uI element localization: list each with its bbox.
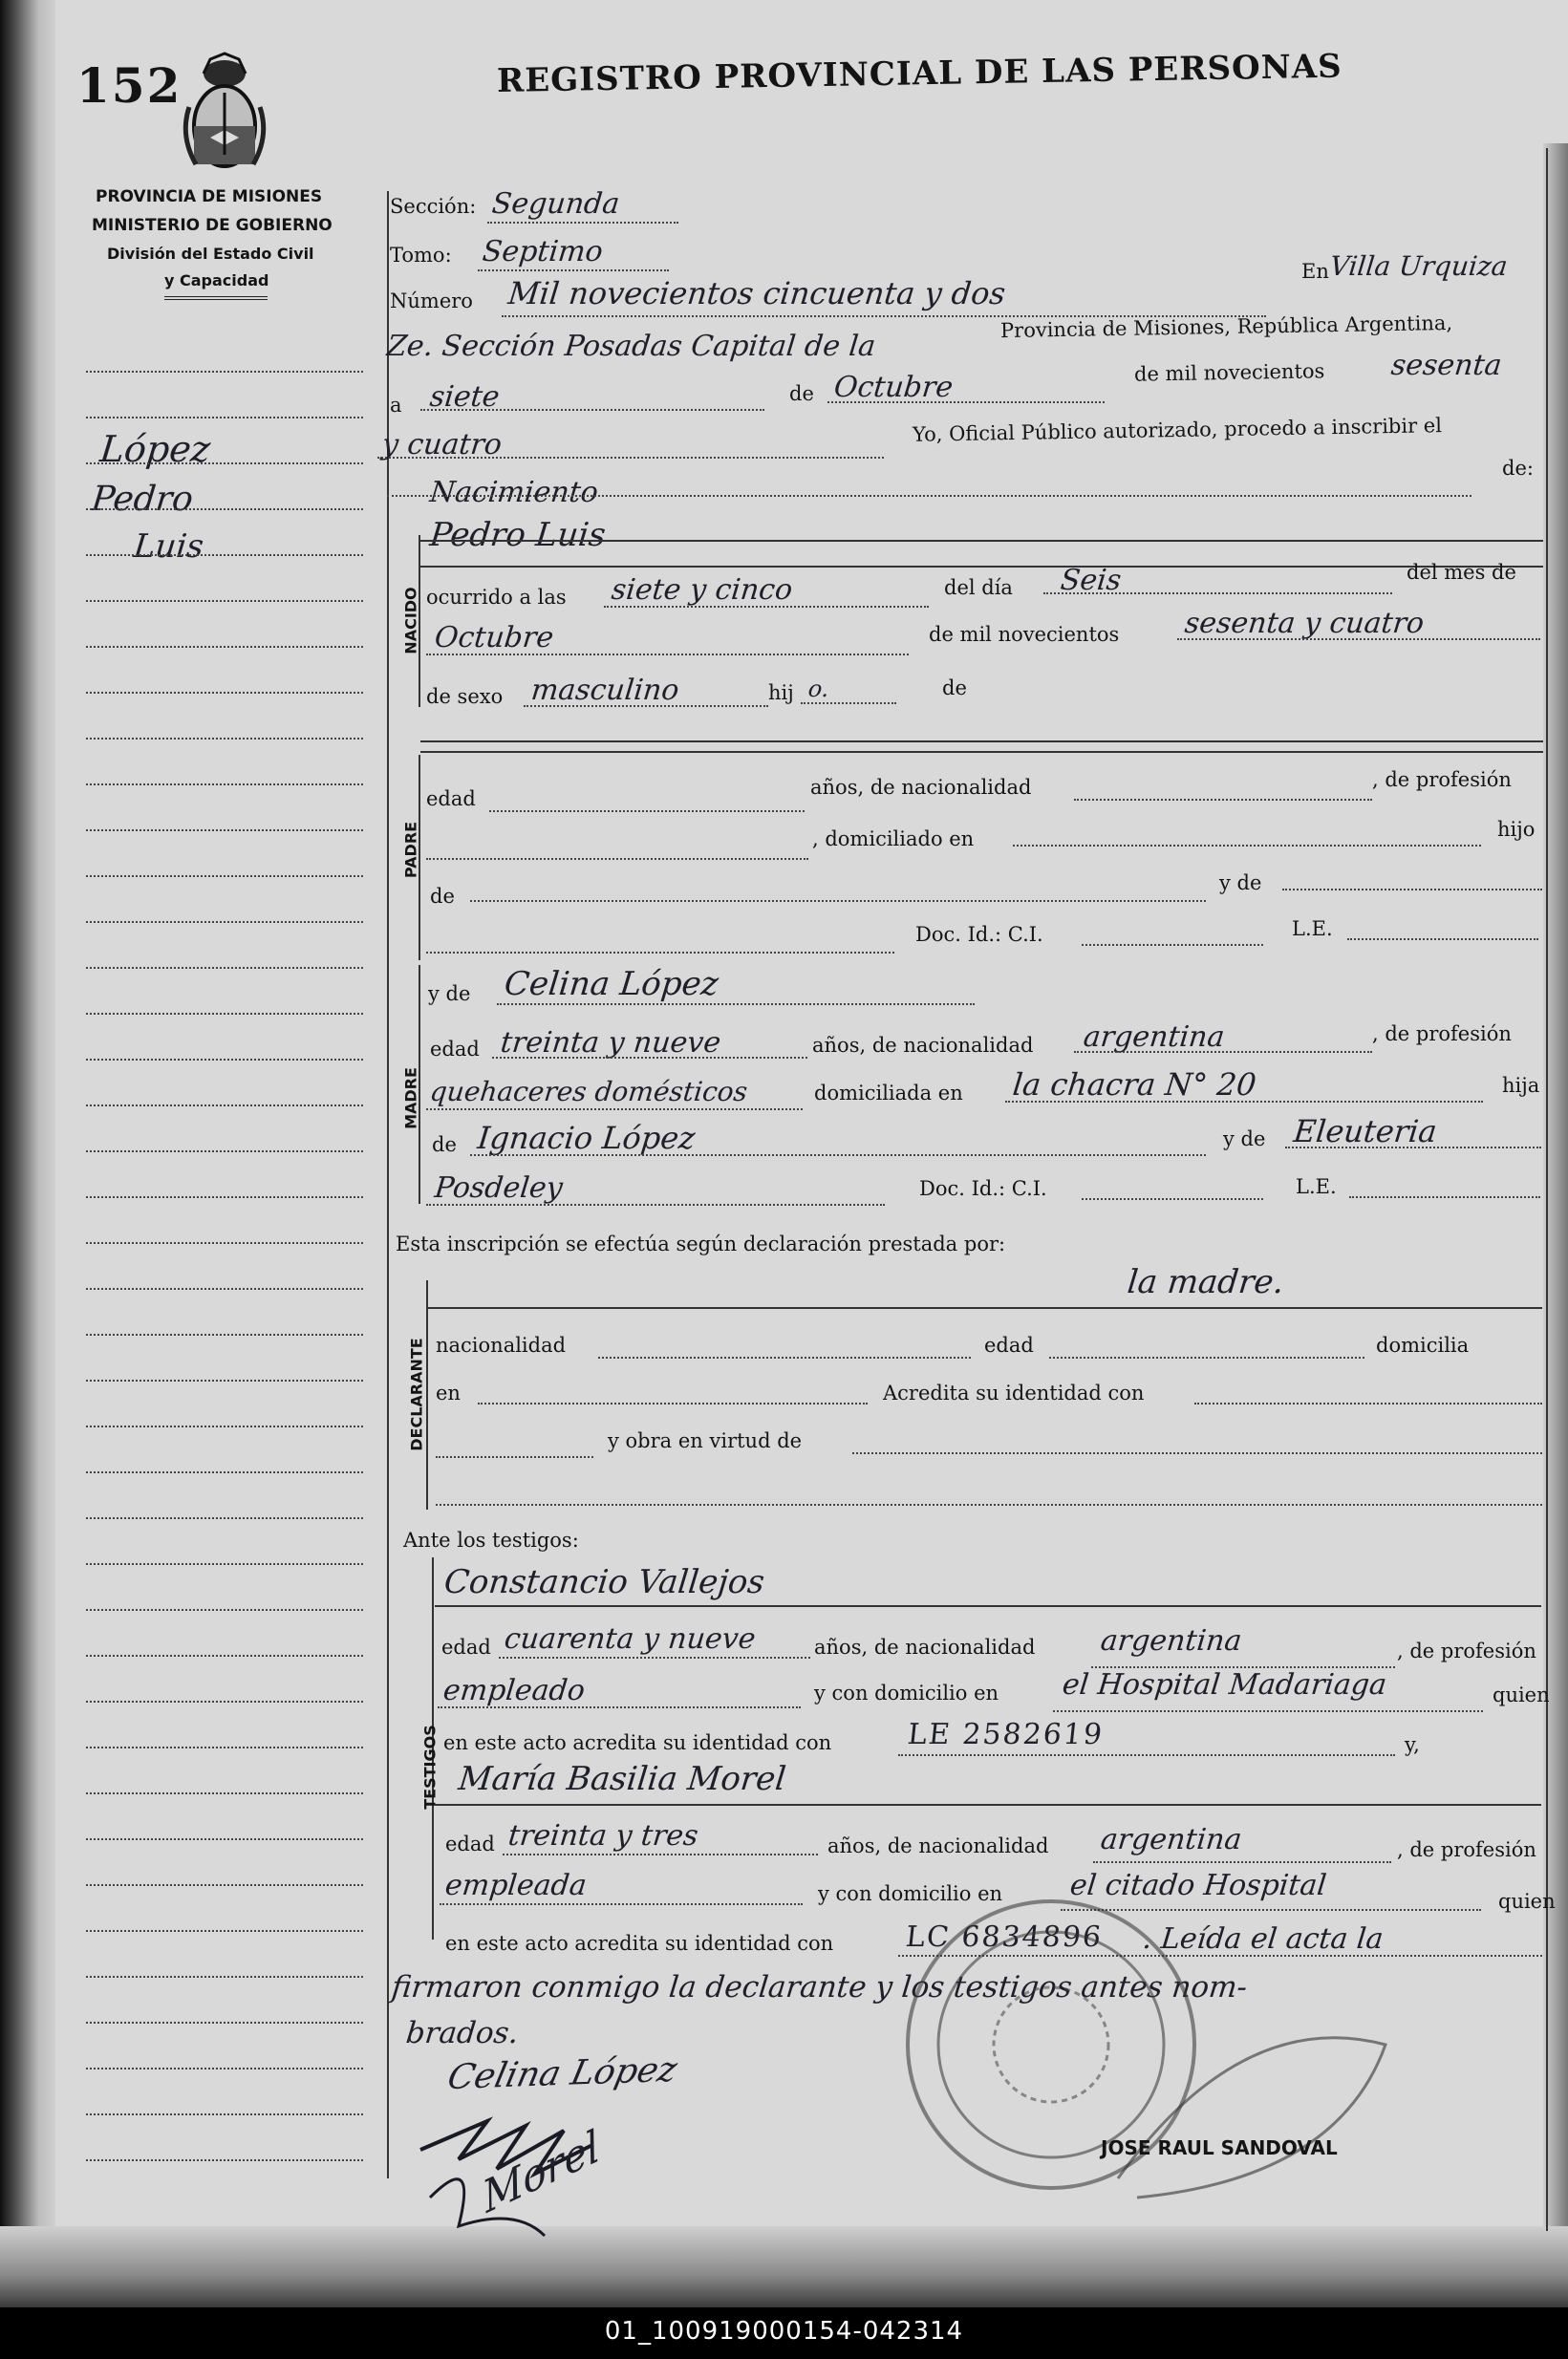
madre-le-line xyxy=(1349,1196,1540,1198)
margin-ruled-line xyxy=(86,1563,363,1565)
margin-divider xyxy=(387,191,389,2178)
a-label: a xyxy=(390,394,402,417)
madre-prof-line xyxy=(426,1108,803,1110)
numero-value: Mil novecientos cincuenta y dos xyxy=(506,275,1008,311)
testigos-side-label: TESTIGOS xyxy=(420,1725,440,1810)
sexo-line xyxy=(524,705,768,707)
margin-name-1: Pedro xyxy=(89,480,195,519)
declarante-side-label: DECLARANTE xyxy=(407,1338,426,1451)
madre-edad-line xyxy=(492,1057,807,1059)
testigo-1-edad-line xyxy=(499,1657,810,1659)
testigos-intro: Ante los testigos: xyxy=(403,1529,579,1552)
nacido-side-label: NACIDO xyxy=(401,587,420,654)
anio-nac-line xyxy=(1177,638,1540,640)
numero-label: Número xyxy=(390,290,473,312)
nacido-name-line xyxy=(420,540,1543,542)
anio-value-2: y cuatro xyxy=(380,428,504,461)
padre-domiciliado-label: , domiciliado en xyxy=(812,827,975,850)
dia-value: siete xyxy=(428,380,502,414)
declarante-bottom-line xyxy=(436,1504,1542,1506)
testigo-2-domicilio-label: y con domicilio en xyxy=(818,1882,1003,1905)
testigo-2-quien-label: quien xyxy=(1498,1890,1556,1913)
book-binding-shadow xyxy=(0,0,55,2307)
division-underline xyxy=(164,296,268,300)
margin-name-2: Luis xyxy=(131,527,205,566)
margin-ruled-line xyxy=(86,1104,363,1106)
de-mil-nac-label: de mil novecientos xyxy=(929,623,1120,646)
declarante-edad-line xyxy=(1049,1357,1364,1359)
madre-domicilio: la chacra N° 20 xyxy=(1011,1066,1258,1103)
declarante-quien: la madre. xyxy=(1125,1263,1286,1301)
margin-ruled-line xyxy=(86,1242,363,1244)
testigo-1-doc: LE 2582619 xyxy=(906,1718,1106,1751)
madre-edad-label: edad xyxy=(430,1038,480,1061)
margin-ruled-line xyxy=(86,1380,363,1382)
mes-nacimiento: Octubre xyxy=(433,621,555,654)
margin-ruled-line xyxy=(86,1517,363,1519)
de-mil-label: de mil novecientos xyxy=(1133,359,1325,386)
dia-nacimiento: Seis xyxy=(1059,564,1124,597)
madre-edad: treinta y nueve xyxy=(499,1026,722,1060)
padre-de-label: de xyxy=(430,885,455,908)
padre-le-line xyxy=(1347,938,1538,940)
testigo-1-name-line xyxy=(435,1605,1541,1607)
anio-line xyxy=(377,457,884,459)
margin-ruled-line xyxy=(86,738,363,740)
madre-profesion: quehaceres domésticos xyxy=(428,1076,749,1107)
margin-ruled-line xyxy=(86,462,363,464)
margin-ruled-line xyxy=(86,417,363,418)
padre-padre-line xyxy=(470,900,1206,902)
margin-ruled-line xyxy=(86,692,363,694)
margin-ruled-line xyxy=(86,2159,363,2161)
madre-madre-1: Eleuteria xyxy=(1292,1113,1439,1149)
dia-line xyxy=(420,409,764,411)
hora-value: siete y cinco xyxy=(610,573,794,607)
testigo-1-doc-line xyxy=(898,1754,1395,1756)
testigo-2-edad: treinta y tres xyxy=(506,1819,700,1853)
margin-ruled-line xyxy=(86,1471,363,1473)
tomo-value: Septimo xyxy=(481,235,605,268)
declarante-acredita-label: Acredita su identidad con xyxy=(883,1382,1145,1405)
mes-nac-line xyxy=(426,654,909,655)
testigo-1-edad: cuarenta y nueve xyxy=(503,1622,758,1656)
margin-ruled-line xyxy=(86,1196,363,1198)
margin-ruled-line xyxy=(86,1655,363,1657)
margin-ruled-line xyxy=(86,1059,363,1061)
madre-ci-line xyxy=(1082,1198,1263,1200)
madre-y-de-label: y de xyxy=(428,982,471,1005)
margin-ruled-line xyxy=(86,600,363,602)
cierre-linea-1: firmaron conmigo la declarante y los testigos antes nom- xyxy=(390,1970,1249,2005)
declarante-extra-line xyxy=(436,1456,593,1458)
testigo-2-edad-line xyxy=(503,1854,818,1855)
margin-ruled-line xyxy=(86,1747,363,1748)
mes-line xyxy=(827,401,1105,403)
padre-hijo-label: hijo xyxy=(1497,818,1536,841)
testigo-1-profesion: empleado xyxy=(441,1674,587,1707)
margin-ruled-line xyxy=(86,829,363,831)
testigo-2-name-line xyxy=(435,1804,1541,1806)
testigo-2-nacionalidad: argentina xyxy=(1099,1823,1244,1856)
padre-top-line xyxy=(420,740,1543,742)
testigo-leida-text: . Leída el acta la xyxy=(1141,1922,1385,1956)
padre-profesion-label: , de profesión xyxy=(1372,768,1512,791)
testigo-1-profesion-label: , de profesión xyxy=(1397,1640,1536,1662)
hij-suffix: o. xyxy=(806,676,831,702)
testigo-2-prof-line xyxy=(440,1903,803,1905)
margin-ruled-line xyxy=(86,554,363,556)
margin-ruled-line xyxy=(86,1013,363,1015)
coat-of-arms-icon xyxy=(172,50,277,174)
margin-ruled-line xyxy=(86,2022,363,2024)
madre-madre2-line xyxy=(426,1204,885,1206)
tipo-value: Nacimiento xyxy=(428,476,600,509)
padre-edad-line xyxy=(489,810,805,812)
hij-line xyxy=(801,702,896,704)
page-number: 152 xyxy=(76,57,183,114)
declarante-intro: Esta inscripción se efectúa según declaración prestada por: xyxy=(396,1233,1006,1255)
madre-dom-line xyxy=(1005,1101,1483,1103)
madre-hija-label: hija xyxy=(1502,1074,1540,1097)
del-dia-label: del día xyxy=(944,576,1013,599)
cierre-linea-2: brados. xyxy=(404,2016,521,2050)
margin-ruled-line xyxy=(86,1426,363,1427)
lugar-value-1: Villa Urquiza xyxy=(1328,250,1510,282)
nacido-de-label: de xyxy=(942,676,967,699)
margin-ruled-line xyxy=(86,371,363,373)
madre-madre-2: Posdeley xyxy=(433,1171,565,1205)
margin-ruled-line xyxy=(86,2113,363,2115)
sexo-label: de sexo xyxy=(426,685,504,708)
testigo-1-acredita-label: en este acto acredita su identidad con xyxy=(443,1731,832,1754)
testigo-1-domicilio: el Hospital Madariaga xyxy=(1061,1668,1388,1702)
padre-extra-line xyxy=(426,952,894,954)
madre-anios-label: años, de nacionalidad xyxy=(812,1034,1034,1057)
declarante-domicilia-label: domicilia xyxy=(1376,1334,1470,1357)
seccion-line xyxy=(487,222,678,224)
tipo-line xyxy=(387,495,1471,497)
padre-anios-label: años, de nacionalidad xyxy=(810,776,1032,799)
padre-ci-line xyxy=(1082,944,1263,946)
padre-nac-line xyxy=(1074,799,1372,801)
margin-ruled-line xyxy=(86,1609,363,1611)
margin-ruled-line xyxy=(86,1288,363,1290)
seccion-value: Segunda xyxy=(490,187,622,221)
margin-ruled-line xyxy=(86,1884,363,1886)
madre-side-label: MADRE xyxy=(401,1067,420,1129)
en-label: En xyxy=(1301,260,1329,283)
testigo-2-edad-label: edad xyxy=(445,1833,495,1855)
margin-ruled-line xyxy=(86,1838,363,1840)
margin-ruled-line xyxy=(86,2068,363,2069)
testigo-2-domicilio: el citado Hospital xyxy=(1068,1869,1328,1902)
document-title: REGISTRO PROVINCIAL DE LAS PERSONAS xyxy=(496,47,1343,100)
padre-side-label: PADRE xyxy=(401,821,420,879)
anio-value-1: sesenta xyxy=(1389,349,1504,382)
margin-ruled-line xyxy=(86,921,363,923)
madre-nombre-line xyxy=(497,1003,975,1005)
margin-ruled-line xyxy=(86,508,363,510)
padre-le-label: L.E. xyxy=(1292,917,1333,940)
dia-nac-line xyxy=(1043,592,1392,594)
madre-madre-line xyxy=(1285,1147,1541,1148)
padre-top-line-2 xyxy=(420,751,1543,753)
margin-ruled-line xyxy=(86,967,363,969)
lugar-value-2: Ze. Sección Posadas Capital de la xyxy=(385,330,877,363)
margin-ruled-line xyxy=(86,783,363,785)
anio-nacimiento: sesenta y cuatro xyxy=(1183,607,1426,640)
margin-ruled-line xyxy=(86,646,363,648)
oficial-nombre: JOSE RAUL SANDOVAL xyxy=(1101,2136,1338,2159)
padre-doc-label: Doc. Id.: C.I. xyxy=(915,923,1043,946)
testigo-1-y-label: y, xyxy=(1405,1733,1420,1756)
testigo-2-acredita-label: en este acto acredita su identidad con xyxy=(445,1932,834,1955)
firma-madre: Celina López xyxy=(443,2049,681,2098)
seccion-label: Sección: xyxy=(390,195,477,218)
tomo-line xyxy=(478,269,669,271)
margin-ruled-line xyxy=(86,1701,363,1703)
firma-testigo: Morel xyxy=(479,2120,604,2224)
document-code: 01_100919000154-042314 xyxy=(604,2317,964,2346)
madre-domiciliada-label: domiciliada en xyxy=(814,1082,963,1104)
madre-y-de-label-2: y de xyxy=(1223,1127,1266,1150)
testigo-1-edad-label: edad xyxy=(441,1636,491,1659)
del-mes-label: del mes de xyxy=(1407,561,1516,584)
declarante-obra-line xyxy=(852,1452,1542,1454)
testigo-1-anios-label: años, de nacionalidad xyxy=(814,1636,1036,1659)
provincia-text: Provincia de Misiones, República Argentina, xyxy=(999,311,1453,343)
book-page-edges xyxy=(0,2226,1568,2307)
ministry-label: MINISTERIO DE GOBIERNO xyxy=(92,216,333,235)
declarante-en-line xyxy=(478,1403,868,1405)
testigo-1-domicilio-label: y con domicilio en xyxy=(814,1682,999,1705)
padre-madre-line xyxy=(1282,889,1542,890)
official-signature-stamp xyxy=(1099,1987,1424,2217)
madre-nombre: Celina López xyxy=(502,965,720,1003)
testigo-2-nombre: María Basilia Morel xyxy=(456,1760,788,1798)
tomo-label: Tomo: xyxy=(390,244,452,267)
margin-ruled-line xyxy=(86,1930,363,1932)
declarante-border xyxy=(426,1280,428,1510)
testigo-1-nacionalidad: argentina xyxy=(1099,1624,1244,1658)
testigo-1-nombre: Constancio Vallejos xyxy=(441,1563,766,1601)
margin-surname: López xyxy=(97,428,213,470)
madre-profesion-label: , de profesión xyxy=(1372,1022,1512,1045)
padre-edad-label: edad xyxy=(426,787,476,810)
declarante-acredita-line xyxy=(1194,1403,1542,1405)
declarante-top-line xyxy=(426,1307,1542,1309)
mes-value: Octubre xyxy=(832,371,955,404)
ocurrido-label: ocurrido a las xyxy=(426,586,567,609)
madre-padre: Ignacio López xyxy=(476,1120,698,1156)
margin-ruled-line xyxy=(86,1150,363,1152)
province-label: PROVINCIA DE MISIONES xyxy=(96,187,323,206)
testigo-2-profesion-label: , de profesión xyxy=(1397,1838,1536,1861)
form-right-border xyxy=(1546,148,1548,2231)
declarante-nac-line xyxy=(598,1357,971,1359)
testigo-1-quien-label: quien xyxy=(1493,1683,1550,1706)
division-label-2: y Capacidad xyxy=(164,271,269,290)
testigo-2-anios-label: años, de nacionalidad xyxy=(827,1834,1049,1857)
testigo-2-nac-line xyxy=(1093,1861,1391,1863)
madre-nacionalidad: argentina xyxy=(1082,1020,1227,1054)
madre-nac-line xyxy=(1074,1051,1372,1053)
nacido-nombre: Pedro Luis xyxy=(427,516,608,554)
hij-label: hij xyxy=(768,681,794,704)
testigo-2-profesion: empleada xyxy=(443,1869,589,1902)
nacido-top-line xyxy=(420,566,1543,568)
margin-ruled-line xyxy=(86,875,363,877)
hora-line xyxy=(604,606,929,608)
de-colon-label: de: xyxy=(1502,457,1534,480)
declarante-edad-label: edad xyxy=(984,1334,1034,1357)
sexo-value: masculino xyxy=(529,674,681,707)
margin-ruled-line xyxy=(86,1334,363,1336)
padre-prof-line xyxy=(426,858,808,860)
declarante-nacionalidad-label: nacionalidad xyxy=(436,1334,567,1357)
madre-padre-line xyxy=(470,1154,1206,1156)
declarante-en-label: en xyxy=(436,1382,461,1405)
madre-de-label: de xyxy=(432,1133,457,1156)
oficial-text: Yo, Oficial Público autorizado, procedo a inscribir el xyxy=(912,414,1443,446)
madre-le-label: L.E. xyxy=(1296,1175,1337,1198)
de-label: de xyxy=(789,382,814,405)
testigo-2-doc: LC 6834896 xyxy=(904,1920,1105,1954)
margin-ruled-line xyxy=(86,1976,363,1978)
margin-ruled-line xyxy=(86,1792,363,1794)
madre-doc-label: Doc. Id.: C.I. xyxy=(919,1177,1047,1200)
division-label-1: División del Estado Civil xyxy=(107,245,314,263)
testigo-1-prof-line xyxy=(438,1706,801,1708)
declarante-obra-label: y obra en virtud de xyxy=(608,1429,803,1452)
padre-dom-line xyxy=(1013,845,1481,847)
testigo-1-dom-line xyxy=(1053,1710,1483,1712)
padre-y-de-label: y de xyxy=(1219,871,1262,894)
